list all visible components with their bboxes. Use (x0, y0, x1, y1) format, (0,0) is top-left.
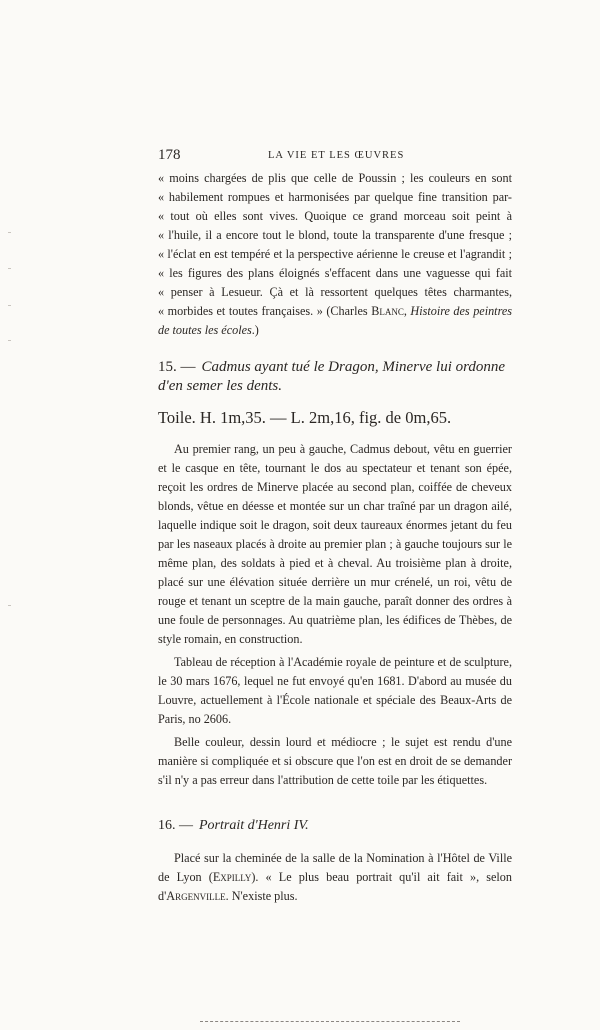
running-title: LA VIE ET LES ŒUVRES (268, 150, 405, 161)
footer-rule (200, 1021, 460, 1023)
page-content (158, 147, 512, 906)
quote-line: « l'huile, il a encore tout le blond, toute la transparente d'une fresque ; (158, 228, 512, 242)
quote-line: « habilement rompues et harmonisées par quelque fine transition par- (158, 190, 512, 204)
quote-line: « tout où elles sont vives. Quoique ce grand morceau soit peint à (158, 209, 512, 223)
citation-title: Histoire des peintres (410, 304, 513, 318)
quote-line-citation: « morbides et toutes françaises. » (Charles Blanc, Histoire des peintres (158, 304, 513, 318)
source-name: Expilly (212, 870, 252, 884)
entry-number: 16. — (158, 818, 193, 833)
entry-title: Cadmus ayant tué le Dragon, Minerve lui ordonne d'en semer les dents. (158, 359, 506, 394)
entry-heading (158, 816, 512, 835)
text-segment: ). « Le plus beau portrait qu'il ait fait », selon d' (158, 870, 512, 903)
quote-line: « moins chargées de plis que celle de Poussin ; les couleurs en sont (158, 171, 512, 185)
entry-number: 15. — (158, 359, 196, 375)
provenance-paragraph: Tableau de réception à l'Académie royale de peinture et de sculpture, le 30 mars 1676, lequel ne fut envoyé qu'en 1681. D'abord au musée du Louvre, actuellement à l'École nationale et spéciale des Beaux-Arts de Paris, no 2606. (158, 655, 512, 726)
critique-paragraph: Belle couleur, dessin lourd et médiocre ; le sujet est rendu d'une manière si compliquée et si obscure que l'on est en droit de se demander s'il n'y a pas erreur dans l'attribution de cette toile par les étiquettes. (158, 735, 512, 787)
entry-paragraph (158, 849, 512, 906)
quote-line: « penser à Lesueur. Çà et là ressortent quelques têtes charmantes, (158, 285, 512, 299)
running-head (158, 147, 512, 169)
source-name: Argenville (166, 889, 226, 903)
citation-title-cont: de toutes les écoles (158, 323, 252, 337)
text-segment: . N'existe plus. (225, 889, 298, 903)
quote-line-end (158, 321, 512, 340)
entry-title: Portrait d'Henri IV. (199, 818, 309, 833)
entry-heading (158, 358, 512, 396)
dimensions: Toile. H. 1m,35. — L. 2m,16, fig. de 0m,65. (158, 408, 452, 427)
quote-line: « les figures des plans éloignés s'effacent dans une vaguesse qui fait (158, 266, 512, 280)
citation-author: Blanc (371, 304, 404, 318)
description-paragraph: Au premier rang, un peu à gauche, Cadmus debout, vêtu en guerrier et le casque en tête, tournant le dos au spectateur et tenant son épée, reçoit les ordres de Minerve placée au second plan, coiffée de cheveux blonds, vêtue en déesse et montée sur un char traîné par un dragon ailé, laquelle indique soit le dragon, soit deux taureaux énormes jetant du feu par les naseaux placés à droite au premier plan ; à gauche toujours sur le même plan, des soldats à pied et à cheval. Au troisième plan à droite, placé sur une élévation située derrière un mur crénelé, un roi, vêtu de rouge et tenant un sceptre de la main gauche, paraît donner des ordres à une foule de personnages. Au quatrième plan, les édifices de Thèbes, de style romain, en construction. (158, 442, 512, 646)
quote-block (158, 169, 512, 340)
page-number: 178 (158, 147, 181, 163)
citation-close: .) (251, 323, 259, 337)
text-segment: Placé sur la cheminée de la salle de la Nomination à l'Hôtel de Ville de Lyon ( (158, 851, 512, 884)
quote-line: « l'éclat en est tempéré et la perspective aérienne le creuse et l'agrandit ; (158, 247, 512, 261)
quote-line: « morbides et toutes françaises. » (Charles (158, 304, 368, 318)
